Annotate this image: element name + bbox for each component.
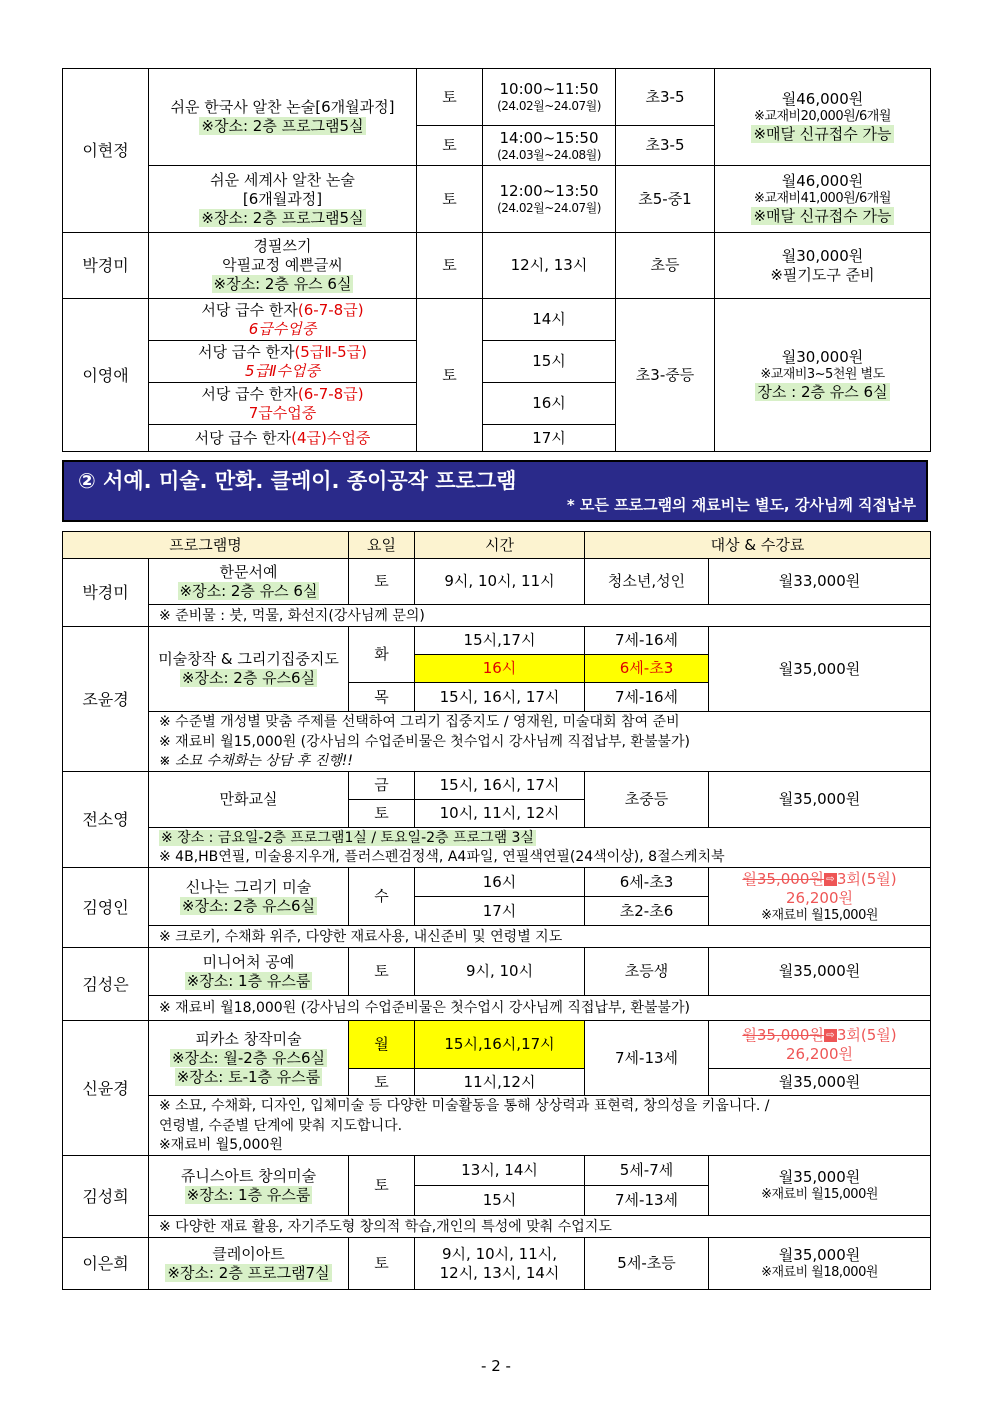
- status-text: 7급수업중: [248, 403, 317, 422]
- day-cell: 토: [417, 69, 483, 126]
- day-cell: 토: [417, 166, 483, 233]
- fee-text: 월46,000원: [781, 90, 864, 108]
- location-label: ※장소: 2층 프로그램7실: [167, 1263, 330, 1282]
- program-name: [6개월과정]: [242, 189, 323, 208]
- day-cell: 금: [349, 772, 415, 800]
- time-cell: 14시: [483, 299, 616, 341]
- program-cell: [149, 383, 417, 425]
- program-cell: [149, 69, 417, 166]
- fee-note: ※재료비 월15,000원: [761, 1187, 878, 1202]
- level-text: (4급): [291, 428, 327, 447]
- time-cell: [483, 126, 616, 166]
- fee-cell: [709, 1156, 931, 1216]
- time-cell: 10시, 11시, 12시: [415, 800, 585, 828]
- level-text: (6-7-8급): [297, 384, 364, 403]
- section-banner: [62, 460, 928, 522]
- time-cell: [483, 166, 616, 233]
- fee-cell: [715, 166, 931, 233]
- fee-note: ※재료비 월15,000원: [761, 907, 878, 923]
- note-text: ※ 다양한 재료 활용, 자기주도형 창의적 학습,개인의 특성에 맞춰 수업지도: [149, 1216, 931, 1238]
- note-text: ※ 준비물 : 붓, 먹물, 화선지(강사님께 문의): [149, 605, 931, 627]
- day-cell: 토: [417, 126, 483, 166]
- fee-cell: 월35,000원: [709, 772, 931, 828]
- status-text: 6급수업중: [248, 319, 317, 338]
- level-text: (5급Ⅱ-5급): [294, 342, 368, 361]
- time-cell: 16시: [415, 868, 585, 897]
- program-cell: [149, 1021, 349, 1096]
- teacher-name: 전소영: [63, 772, 149, 868]
- note-text: 연령별, 수준별 단계에 맞춰 지도합니다.: [149, 1116, 931, 1136]
- teacher-name: 이은희: [63, 1238, 149, 1290]
- fee-cell: 월35,000원: [709, 948, 931, 996]
- time-cell: 16시: [483, 383, 616, 425]
- program-name: 신나는 그리기 미술: [185, 877, 312, 896]
- fee-note: ※교재비3~5천원 별도: [760, 367, 885, 382]
- target-cell: 7세-13세: [585, 1186, 709, 1216]
- program-name: 쥬니스아트 창의미술: [180, 1166, 317, 1185]
- target-cell: 6세-초3: [585, 868, 709, 897]
- target-cell: 초3-5: [616, 69, 715, 126]
- target-cell: 초2-초6: [585, 897, 709, 926]
- location-label: ※장소: 1층 유스룸: [186, 971, 311, 990]
- status-text: 5급Ⅱ수업중: [245, 361, 320, 380]
- target-cell: 7세-16세: [585, 627, 709, 655]
- day-cell: 토: [349, 559, 415, 605]
- time-text: 12:00~13:50: [499, 182, 599, 200]
- program-name: 클레이아트: [212, 1244, 285, 1263]
- location-label: ※장소: 2층 유스 6실: [179, 581, 318, 600]
- time-cell-highlight: 15시,16시,17시: [415, 1021, 585, 1069]
- location-label: ※장소: 2층 유스6실: [181, 896, 316, 915]
- section-title: ② 서예. 미술. 만화. 클레이. 종이공작 프로그램: [78, 469, 517, 493]
- fee-cell: [715, 233, 931, 299]
- note-text: ※ 수준별 개성별 맞춤 주제를 선택하여 그리기 집중지도 / 영재원, 미술대회 참여 준비: [149, 712, 931, 732]
- arrow-right-icon: ⇨: [824, 873, 837, 886]
- note-text: [149, 828, 931, 848]
- fee-cell: 월33,000원: [709, 559, 931, 605]
- fee-note: ※재료비 월18,000원: [761, 1265, 878, 1280]
- fee-text: 월35,000원: [778, 1168, 861, 1186]
- program-name: 경필쓰기: [253, 237, 312, 255]
- header-target-fee: 대상 & 수강료: [585, 532, 931, 559]
- note-text: ※재료비 월5,000원: [149, 1136, 931, 1156]
- teacher-name: 이영애: [63, 299, 149, 452]
- time-cell-highlight: 16시: [415, 655, 585, 683]
- time-cell: 11시,12시: [415, 1069, 585, 1096]
- note-text: ※ 재료비 월15,000원 (강사님의 수업준비물은 첫수업시 강사님께 직접납부, 환불불가): [149, 732, 931, 752]
- fee-cell: [709, 1021, 931, 1069]
- fee-cell: [715, 299, 931, 452]
- time-cell: 15시: [483, 341, 616, 383]
- fee-cell: [709, 868, 931, 926]
- program-cell: [149, 425, 417, 452]
- note-text: ※ 소묘 수채화는 상담 후 진행!!: [149, 752, 931, 772]
- time-cell: 17시: [483, 425, 616, 452]
- target-cell: 청소년,성인: [585, 559, 709, 605]
- fee-text: 월35,000원: [778, 1246, 861, 1264]
- new-fee: 26,200원: [786, 888, 853, 907]
- time-cell: 13시, 14시: [415, 1156, 585, 1186]
- program-name: 쉬운 한국사 알찬 논술[6개월과정]: [170, 98, 395, 116]
- time-cell: 17시: [415, 897, 585, 926]
- teacher-name: 박경미: [63, 233, 149, 299]
- program-cell: [149, 1156, 349, 1216]
- teacher-name: 이현정: [63, 69, 149, 233]
- program-cell: [149, 1238, 349, 1290]
- fee-cell: 월35,000원: [709, 627, 931, 712]
- time-cell: [415, 1238, 585, 1290]
- level-text: (6-7-8급): [297, 300, 364, 319]
- target-cell: 5세-초등: [585, 1238, 709, 1290]
- fee-text: 월30,000원: [781, 348, 864, 366]
- day-cell: 화: [349, 627, 415, 683]
- program-name: 미니어처 공예: [202, 952, 295, 971]
- location-label: 장소 : 2층 유스 6실: [757, 383, 888, 401]
- fee-note: ※교재비41,000원/6개월: [754, 191, 891, 206]
- target-cell: 7세-16세: [585, 683, 709, 712]
- program-name: 한문서예: [219, 562, 278, 581]
- note-text: ※ 재료비 월18,000원 (강사님의 수업준비물은 첫수업시 강사님께 직접납부, 환불불가): [149, 996, 931, 1021]
- location-note: ※ 장소 : 금요일-2층 프로그램1실 / 토요일-2층 프로그램 3실: [161, 829, 534, 846]
- time-cell: 15시, 16시, 17시: [415, 683, 585, 712]
- target-cell: 초3-중등: [616, 299, 715, 452]
- time-cell: 15시, 16시, 17시: [415, 772, 585, 800]
- time-text: 9시, 10시, 11시,: [442, 1244, 558, 1263]
- program-name: 미술창작 & 그리기집중지도: [158, 650, 339, 668]
- program-cell: [149, 233, 417, 299]
- time-text: 10:00~11:50: [499, 80, 599, 98]
- fee-cell: 월35,000원: [709, 1069, 931, 1096]
- old-fee: 월35,000원: [742, 1025, 824, 1044]
- time-cell: 9시, 10시, 11시: [415, 559, 585, 605]
- fee-cell: [709, 1238, 931, 1290]
- note-text: ※ 4B,HB연필, 미술용지우개, 플러스펜검정색, A4파일, 연필색연필(24색이상), 8절스케치북: [149, 848, 931, 868]
- program-name: 서당 급수 한자: [197, 342, 295, 361]
- section-subtitle: * 모든 프로그램의 재료비는 별도, 강사님께 직접납부: [566, 496, 916, 514]
- location-label: ※장소: 월-2층 유스6실: [171, 1048, 326, 1067]
- teacher-name: 김성희: [63, 1156, 149, 1238]
- program-cell: [149, 166, 417, 233]
- program-cell: [149, 868, 349, 926]
- location-label: ※장소: 1층 유스룸: [186, 1185, 311, 1204]
- time-text: 12시, 13시, 14시: [439, 1263, 560, 1282]
- fee-note: ※교재비20,000원/6개월: [754, 109, 891, 124]
- location-label: ※장소: 2층 유스 6실: [213, 275, 352, 293]
- registration-note: ※매달 신규접수 가능: [753, 125, 892, 143]
- fee-text: 월46,000원: [781, 172, 864, 190]
- program-name: 피카소 창작미술: [195, 1029, 302, 1048]
- target-cell: 초등: [616, 233, 715, 299]
- time-text: 14:00~15:50: [499, 128, 599, 147]
- program-cell: [149, 299, 417, 341]
- program-name: 쉬운 세계사 알찬 논술: [210, 170, 355, 189]
- program-name: 서당 급수 한자: [201, 384, 298, 403]
- arrow-right-icon: ⇨: [824, 1029, 837, 1042]
- location-label: ※장소: 2층 프로그램5실: [201, 117, 364, 135]
- sessions-text: 3회(5월): [836, 1025, 897, 1044]
- day-cell: 토: [349, 948, 415, 996]
- program-cell: [149, 948, 349, 996]
- fee-cell: [715, 69, 931, 166]
- teacher-name: 신윤경: [63, 1021, 149, 1156]
- day-cell: 토: [349, 1156, 415, 1216]
- program-cell: [149, 341, 417, 383]
- day-cell: 토: [417, 233, 483, 299]
- program-name: 서당 급수 한자: [201, 300, 298, 319]
- registration-note: ※매달 신규접수 가능: [753, 207, 892, 225]
- time-cell: 9시, 10시: [415, 948, 585, 996]
- period-text: (24.02월~24.07월): [497, 201, 601, 215]
- program-name: 악필교정 예쁜글씨: [222, 256, 343, 274]
- header-day: 요일: [349, 532, 415, 559]
- day-cell: 수: [349, 868, 415, 926]
- day-cell-highlight: 월: [349, 1021, 415, 1069]
- program-name: 만화교실: [149, 772, 349, 828]
- time-cell: 15시,17시: [415, 627, 585, 655]
- header-program: 프로그램명: [63, 532, 349, 559]
- day-cell: 토: [349, 800, 415, 828]
- target-cell: 5세-7세: [585, 1156, 709, 1186]
- fee-text: 월30,000원: [781, 246, 864, 265]
- teacher-name: 김성은: [63, 948, 149, 1021]
- note-text: ※ 소묘, 수채화, 디자인, 입체미술 등 다양한 미술활동을 통해 상상력과 표현력, 창의성을 키웁니다. /: [149, 1096, 931, 1116]
- location-label: ※장소: 2층 유스6실: [181, 669, 316, 687]
- table-language-programs: [62, 68, 931, 452]
- time-cell: [483, 69, 616, 126]
- program-cell: [149, 559, 349, 605]
- day-cell: 토: [349, 1238, 415, 1290]
- teacher-name: 김영인: [63, 868, 149, 948]
- target-cell: 7세-13세: [585, 1021, 709, 1096]
- target-cell: 초등생: [585, 948, 709, 996]
- period-text: (24.03월~24.08월): [497, 147, 601, 162]
- new-fee: 26,200원: [786, 1044, 853, 1063]
- program-cell: [149, 627, 349, 712]
- teacher-name: 조윤경: [63, 627, 149, 772]
- old-fee: 월35,000원: [742, 869, 824, 888]
- day-cell: 토: [417, 299, 483, 452]
- day-cell: 목: [349, 683, 415, 712]
- target-cell: 초중등: [585, 772, 709, 828]
- period-text: (24.02월~24.07월): [497, 99, 601, 113]
- fee-note: ※필기도구 준비: [770, 265, 875, 284]
- day-cell: 토: [349, 1069, 415, 1096]
- table-art-programs: [62, 531, 931, 1290]
- target-cell: 초5-중1: [616, 166, 715, 233]
- program-name: 서당 급수 한자: [194, 428, 292, 447]
- location-label: ※장소: 2층 프로그램5실: [201, 208, 364, 227]
- target-cell-highlight: 6세-초3: [585, 655, 709, 683]
- status-text: 수업중: [326, 428, 371, 447]
- sessions-text: 3회(5월): [836, 869, 897, 888]
- time-cell: 15시: [415, 1186, 585, 1216]
- teacher-name: 박경미: [63, 559, 149, 627]
- note-text: ※ 크로키, 수채화 위주, 다양한 재료사용, 내신준비 및 연령별 지도: [149, 926, 931, 948]
- time-cell: 12시, 13시: [483, 233, 616, 299]
- location-label: ※장소: 토-1층 유스룸: [176, 1067, 321, 1086]
- page-number: - 2 -: [481, 1357, 511, 1375]
- header-time: 시간: [415, 532, 585, 559]
- target-cell: 초3-5: [616, 126, 715, 166]
